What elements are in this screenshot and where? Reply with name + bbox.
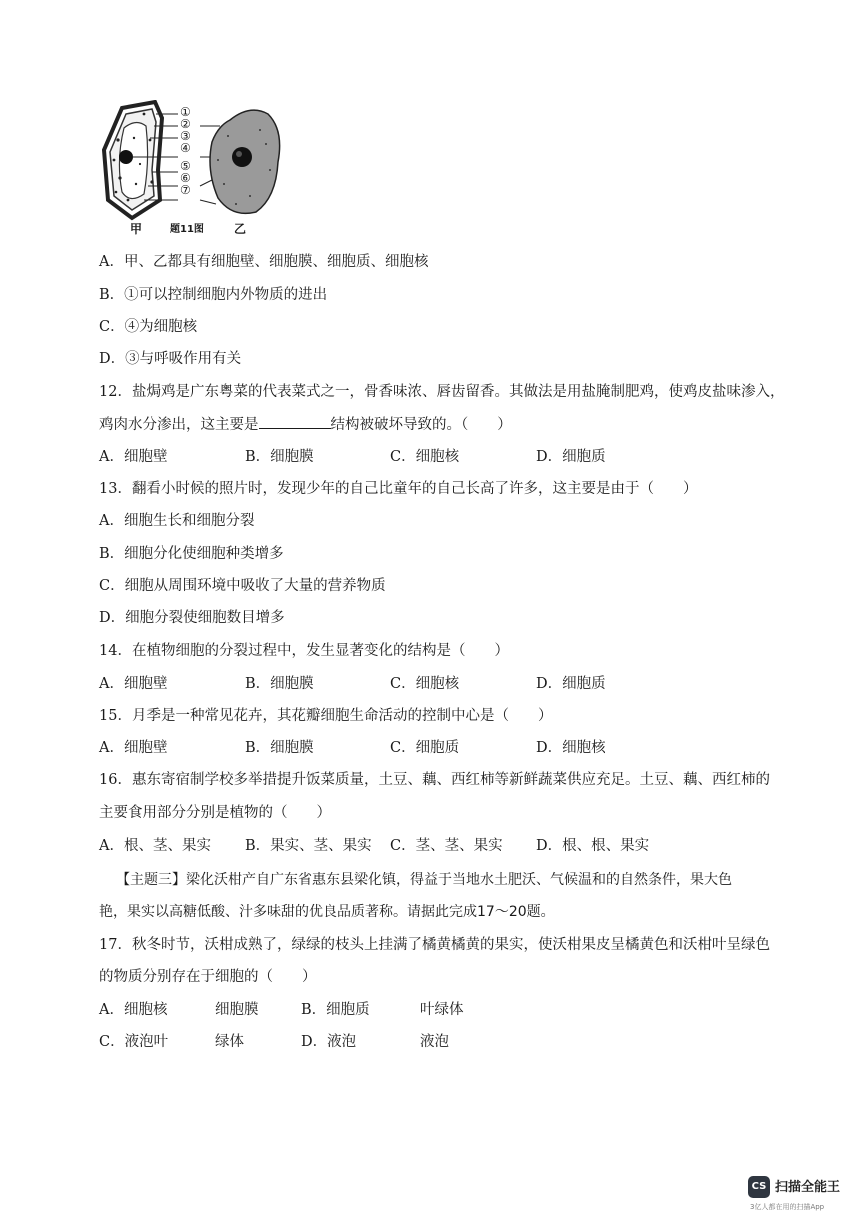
camscanner-logo-icon: CS: [748, 1176, 770, 1198]
theme3-line1: 【主题三】梁化沃柑产自广东省惠东县梁化镇，得益于当地水土肥沃、气候温和的自然条件，果大色: [116, 872, 732, 888]
q17-option-d: D．液泡: [301, 1034, 357, 1050]
q13-stem: 13．翻看小时候的照片时，发现少年的自己比童年的自己长高了许多，这主要是由于（ ）: [99, 481, 698, 497]
q16-stem-line1: 16．惠东寄宿制学校多举措提升饭菜质量，土豆、藕、西红柿等新鲜蔬菜供应充足。土豆、藕、西红柿的: [99, 772, 770, 788]
label-4: ④: [180, 141, 191, 155]
watermark-subtitle: 3亿人都在用的扫描App: [750, 1203, 825, 1211]
q16-option-c: C．茎、茎、果实: [390, 838, 503, 854]
q15-option-a: A．细胞壁: [99, 740, 168, 756]
q14-stem: 14．在植物细胞的分裂过程中，发生显著变化的结构是（ ）: [99, 643, 509, 659]
q13-option-b: B．细胞分化使细胞种类增多: [99, 546, 284, 562]
q15-stem: 15．月季是一种常见花卉，其花瓣细胞生命活动的控制中心是（ ）: [99, 708, 553, 724]
q13-option-a: A．细胞生长和细胞分裂: [99, 513, 255, 529]
q13-option-d: D．细胞分裂使细胞数目增多: [99, 610, 285, 626]
q14-option-d: D．细胞质: [536, 676, 606, 692]
q12-option-a: A．细胞壁: [99, 449, 168, 465]
q16-stem-line2: 主要食用部分分别是植物的（ ）: [99, 805, 331, 821]
animal-nucleus: [232, 147, 252, 167]
q16-option-b: B．果实、茎、果实: [245, 838, 372, 854]
q11-option-a: A．甲、乙都具有细胞壁、细胞膜、细胞质、细胞核: [99, 254, 429, 270]
q13-option-c: C．细胞从周围环境中吸收了大量的营养物质: [99, 578, 386, 594]
q12-option-c: C．细胞核: [390, 449, 460, 465]
cell-diagram: [100, 100, 290, 240]
cell-diagram-figure: [100, 100, 290, 240]
q15-option-b: B．细胞膜: [245, 740, 314, 756]
label-2: ②: [180, 117, 191, 131]
q14-option-b: B．细胞膜: [245, 676, 314, 692]
label-1: ①: [180, 105, 191, 119]
q17-stem-line2: 的物质分别存在于细胞的（ ）: [99, 969, 317, 985]
caption-right: 乙: [234, 222, 247, 236]
caption-left: 甲: [130, 222, 143, 236]
q14-option-a: A．细胞壁: [99, 676, 168, 692]
q11-option-d: D．③与呼吸作用有关: [99, 351, 242, 367]
q15-option-d: D．细胞核: [536, 740, 606, 756]
q17-stem-line1: 17．秋冬时节，沃柑成熟了，绿绿的枝头上挂满了橘黄橘黄的果实，使沃柑果皮呈橘黄色和沃柑叶呈绿色: [99, 937, 770, 953]
q16-option-a: A．根、茎、果实: [99, 838, 211, 854]
q12-stem-part-b: 结构被破坏导致的。（ ）: [330, 417, 512, 433]
q12-stem-part-a: 鸡肉水分渗出，这主要是: [99, 417, 259, 433]
q17-option-c: C．液泡叶: [99, 1034, 169, 1050]
q14-option-c: C．细胞核: [390, 676, 460, 692]
theme3-line2: 艳，果实以高糖低酸、汁多味甜的优良品质著称。请据此完成17～20题。: [99, 904, 555, 920]
answer-blank: [259, 414, 331, 429]
q17-option-b-cont: 叶绿体: [420, 1002, 464, 1018]
scanner-watermark: [748, 1172, 858, 1218]
q12-stem-line2: [99, 414, 512, 435]
label-6: ⑥: [180, 171, 191, 185]
q17-option-a-cont: 细胞膜: [215, 1002, 259, 1018]
q12-option-b: B．细胞膜: [245, 449, 314, 465]
q11-option-c: C．④为细胞核: [99, 319, 198, 335]
q12-option-d: D．细胞质: [536, 449, 606, 465]
q11-option-b: B．①可以控制细胞内外物质的进出: [99, 287, 328, 303]
q17-option-d-cont: 液泡: [420, 1034, 449, 1050]
label-3: ③: [180, 129, 191, 143]
q16-option-d: D．根、根、果实: [536, 838, 650, 854]
watermark-title: 扫描全能王: [775, 1180, 841, 1195]
q15-option-c: C．细胞质: [390, 740, 460, 756]
q12-stem-line1: 12．盐焗鸡是广东粤菜的代表菜式之一，骨香味浓、唇齿留香。其做法是用盐腌制肥鸡，使鸡皮盐味渗入，: [99, 384, 785, 400]
caption-middle: 题11图: [170, 224, 204, 235]
label-5: ⑤: [180, 159, 191, 173]
q17-option-a: A．细胞核: [99, 1002, 168, 1018]
q17-option-c-cont: 绿体: [215, 1034, 244, 1050]
q17-option-b: B．细胞质: [301, 1002, 370, 1018]
label-7: ⑦: [180, 183, 191, 197]
plant-nucleus: [119, 150, 133, 164]
